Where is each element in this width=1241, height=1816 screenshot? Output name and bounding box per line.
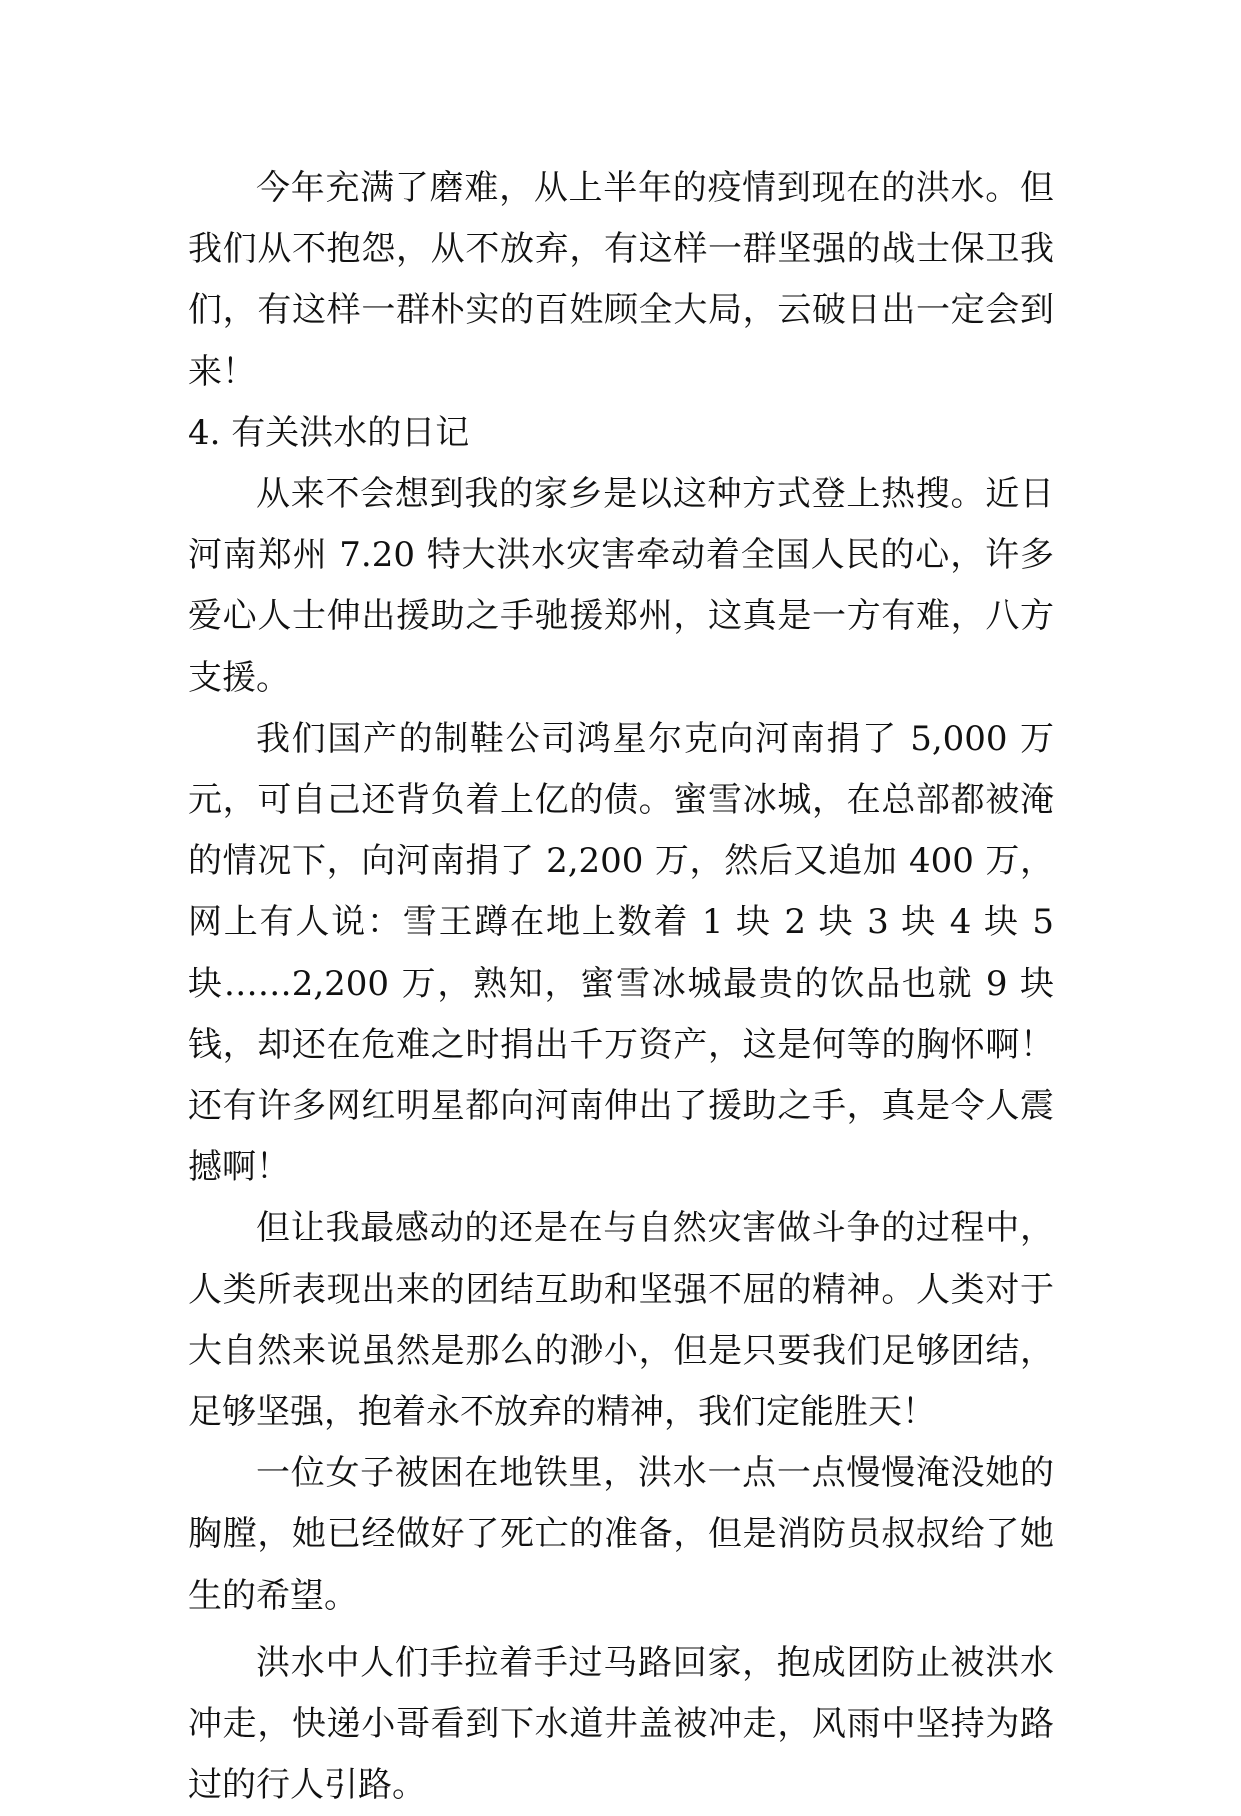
paragraph-intro: 从来不会想到我的家乡是以这种方式登上热搜。近日河南郑州 7.20 特大洪水灾害牵动着全国人民的心，许多爱心人士伸出援助之手驰援郑州，这真是一方有难，八方支援。 [188, 474, 1054, 698]
document-body [188, 158, 1054, 1816]
paragraph-spirit: 但让我最感动的还是在与自然灾害做斗争的过程中，人类所表现出来的团结互助和坚强不屈的精神。人类对于大自然来说虽然是那么的渺小，但是只要我们足够团结，足够坚强，抱着永不放弃的精神，我们定能胜天！ [188, 1208, 1054, 1433]
paragraph-street: 洪水中人们手拉着手过马路回家，抱成团防止被洪水冲走，快递小哥看到下水道井盖被冲走，风雨中坚持为路过的行人引路。 [188, 1642, 1054, 1806]
section-heading: 4. 有关洪水的日记 [188, 412, 470, 453]
paragraph-donations: 我们国产的制鞋公司鸿星尔克向河南捐了 5,000 万元，可自己还背负着上亿的债。蜜雪冰城，在总部都被淹的情况下，向河南捐了 2,200 万，然后又追加 400 万，网上有人说：雪王蹲在地上数着 1 块 2 块 3 块 4 块 5 块……2,200 万，熟知，蜜雪冰城最贵的饮品也就 9 块钱，却还在危难之时捐出千万资产，这是何等的胸怀啊！还有许多网红明星都向河南伸出了援助之手，真是令人震撼啊！ [188, 718, 1054, 1188]
paragraph-conclusion: 今年充满了磨难，从上半年的疫情到现在的洪水。但我们从不抱怨，从不放弃，有这样一群坚强的战士保卫我们，有这样一群朴实的百姓顾全大局，云破日出一定会到来！ [188, 168, 1054, 392]
paragraph-subway: 一位女子被困在地铁里，洪水一点一点慢慢淹没她的胸膛，她已经做好了死亡的准备，但是消防员叔叔给了她生的希望。 [188, 1453, 1054, 1616]
